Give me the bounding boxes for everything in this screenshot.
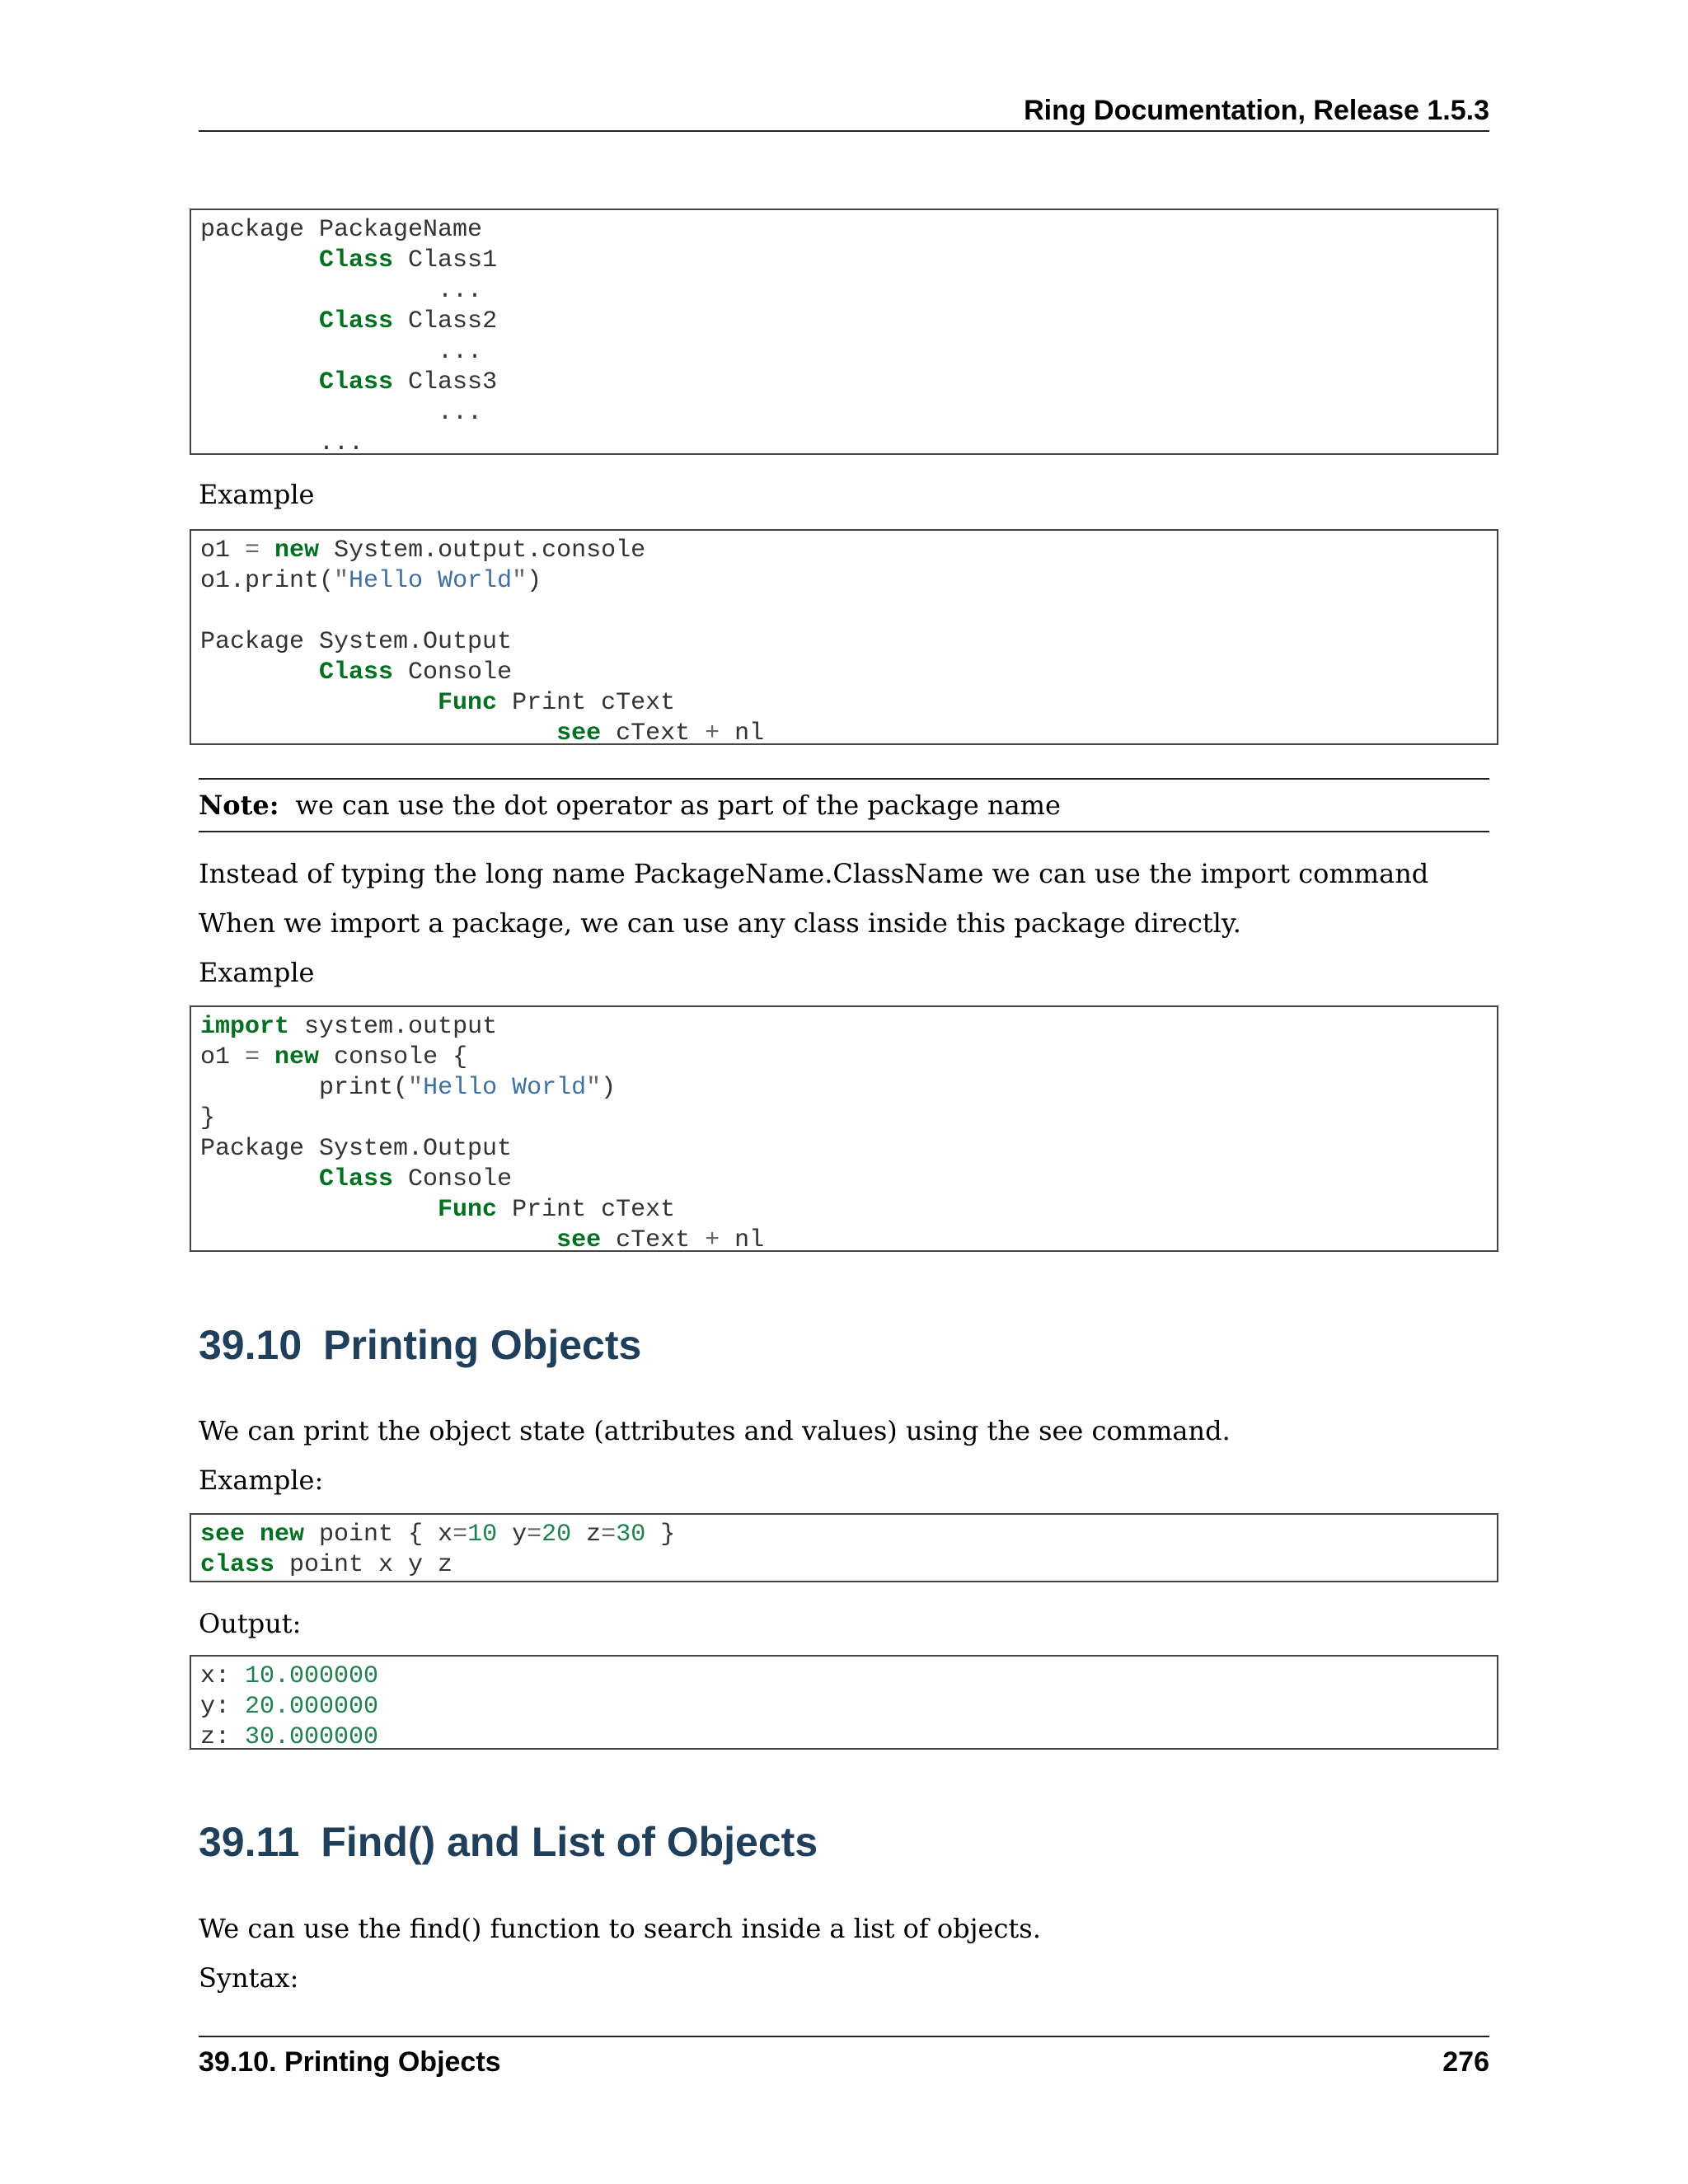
section-title-find-objects bbox=[199, 1817, 818, 1867]
code-block-print-example: see new point { x=10 y=20 z=30 } class point x y z bbox=[190, 1513, 1498, 1582]
paragraph-find: We can use the find() function to search inside a list of objects. bbox=[199, 1913, 1041, 1944]
example-label-1: Example bbox=[199, 479, 315, 510]
section-heading: Find() and List of Objects bbox=[321, 1819, 818, 1865]
code-block-package-example: o1 = new System.output.console o1.print("Hello World") Package System.Output Class Console Func Print cText see cText + nl bbox=[190, 529, 1498, 745]
section-number: 39.11 bbox=[199, 1819, 300, 1865]
syntax-label: Syntax: bbox=[199, 1962, 299, 1994]
note-text: we can use the dot operator as part of the package name bbox=[295, 790, 1061, 821]
section-title-printing-objects bbox=[199, 1320, 641, 1370]
page-header: Ring Documentation, Release 1.5.3 bbox=[199, 91, 1489, 132]
page-number: 276 bbox=[1442, 2046, 1489, 2078]
section-number: 39.10 bbox=[199, 1322, 302, 1368]
paragraph-package: When we import a package, we can use any class inside this package directly. bbox=[199, 907, 1241, 939]
example-label-2: Example bbox=[199, 957, 315, 988]
code-block-print-output: x: 10.000000 y: 20.000000 z: 30.000000 bbox=[190, 1655, 1498, 1750]
code-block-import-example: import system.output o1 = new console { print("Hello World") } Package System.Output Class Console Func Print cText see cText + nl bbox=[190, 1005, 1498, 1252]
note-box bbox=[199, 778, 1489, 832]
paragraph-import: Instead of typing the long name PackageName.ClassName we can use the import command bbox=[199, 858, 1429, 889]
note-label: Note: bbox=[199, 790, 279, 821]
paragraph-print: We can print the object state (attributes and values) using the see command. bbox=[199, 1415, 1231, 1446]
section-heading: Printing Objects bbox=[323, 1322, 642, 1368]
page-footer bbox=[199, 2036, 1489, 2079]
example-label-3: Example: bbox=[199, 1465, 324, 1496]
code-block-package-syntax: package PackageName Class Class1 ... Class Class2 ... Class Class3 ... ... bbox=[190, 209, 1498, 455]
output-label: Output: bbox=[199, 1608, 302, 1639]
footer-section: 39.10. Printing Objects bbox=[199, 2046, 501, 2078]
